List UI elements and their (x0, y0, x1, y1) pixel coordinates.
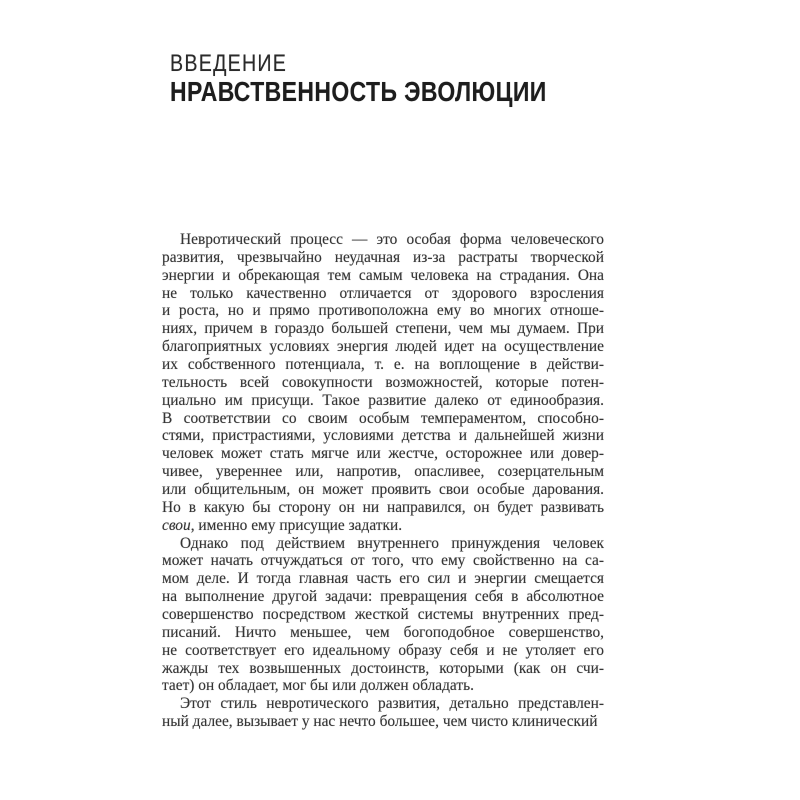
text-line: стями, пристрастиями, условиями детства и дальнейшей жизни (162, 427, 604, 445)
text-line: не только качественно отличается от здорового взросления (162, 284, 604, 302)
text-line: совершенство посредством жесткой системы внутренних пред- (162, 606, 604, 624)
text-line: Этот стиль невротического развития, детально представлен- (180, 695, 604, 713)
text-line: может начать отчуждаться от того, что ему свойственно на са- (162, 552, 604, 570)
text-line: и роста, но и прямо противоположна ему во многих отноше- (162, 302, 604, 320)
text-line: писаний. Ничто меньшее, чем богоподобное совершенство, (162, 623, 604, 641)
intro-kicker: ВВЕДЕНИЕ (170, 50, 288, 77)
paragraph (162, 695, 604, 731)
text-line: тельность всей совокупности возможностей, которые потен- (162, 373, 604, 391)
text-line: ный далее, вызывает у нас нечто большее, чем чисто клинический (162, 713, 598, 731)
text-line: жажды тех возвышенных достоинств, которыми (как он счи- (162, 659, 604, 677)
text-line: свои, именно ему присущие задатки. (162, 516, 403, 534)
body-text (162, 231, 604, 731)
text-line: ниях, причем в гораздо большей степени, чем мы думаем. При (162, 320, 604, 338)
paragraph (162, 535, 604, 696)
text-line: Невротический процесс — это особая форма человеческого (180, 231, 604, 248)
text-line: В соответствии со своим особым темпераментом, способно- (162, 409, 604, 427)
text-line: Но в какую бы сторону он ни направился, он будет развивать (162, 498, 604, 516)
chapter-title: НРАВСТВЕННОСТЬ ЭВОЛЮЦИИ (170, 76, 547, 107)
text-line: не соответствует его идеальному образу себя и не утоляет его (162, 641, 604, 659)
text-line: или общительным, он может проявить свои особые дарования. (162, 481, 604, 499)
text-line: энергии и обрекающая тем самым человека на страдания. Она (162, 266, 604, 284)
text-line: мом деле. И тогда главная часть его сил и энергии смещается (162, 570, 604, 588)
text-line: человек может стать мягче или жестче, осторожнее или довер- (162, 445, 604, 463)
text-line: циально им присущи. Такое развитие далеко от единообразия. (162, 391, 604, 409)
text-line: на выполнение другой задачи: превращения себя в абсолютное (162, 588, 604, 606)
text-line: благоприятных условиях энергия людей идет на осуществление (162, 338, 604, 356)
heading-block (170, 50, 547, 106)
paragraph (162, 231, 604, 535)
text-line: развития, чрезвычайно неудачная из-за растраты творческой (162, 248, 604, 266)
text-line: Однако под действием внутреннего принуждения человек (180, 534, 604, 552)
text-line: тает) он обладает, мог бы или должен обладать. (162, 677, 474, 695)
text-line: их собственного потенциала, т. е. на воплощение в действи- (162, 356, 604, 374)
text-line: чивее, увереннее или, напротив, опасливее, созерцательным (162, 463, 604, 481)
